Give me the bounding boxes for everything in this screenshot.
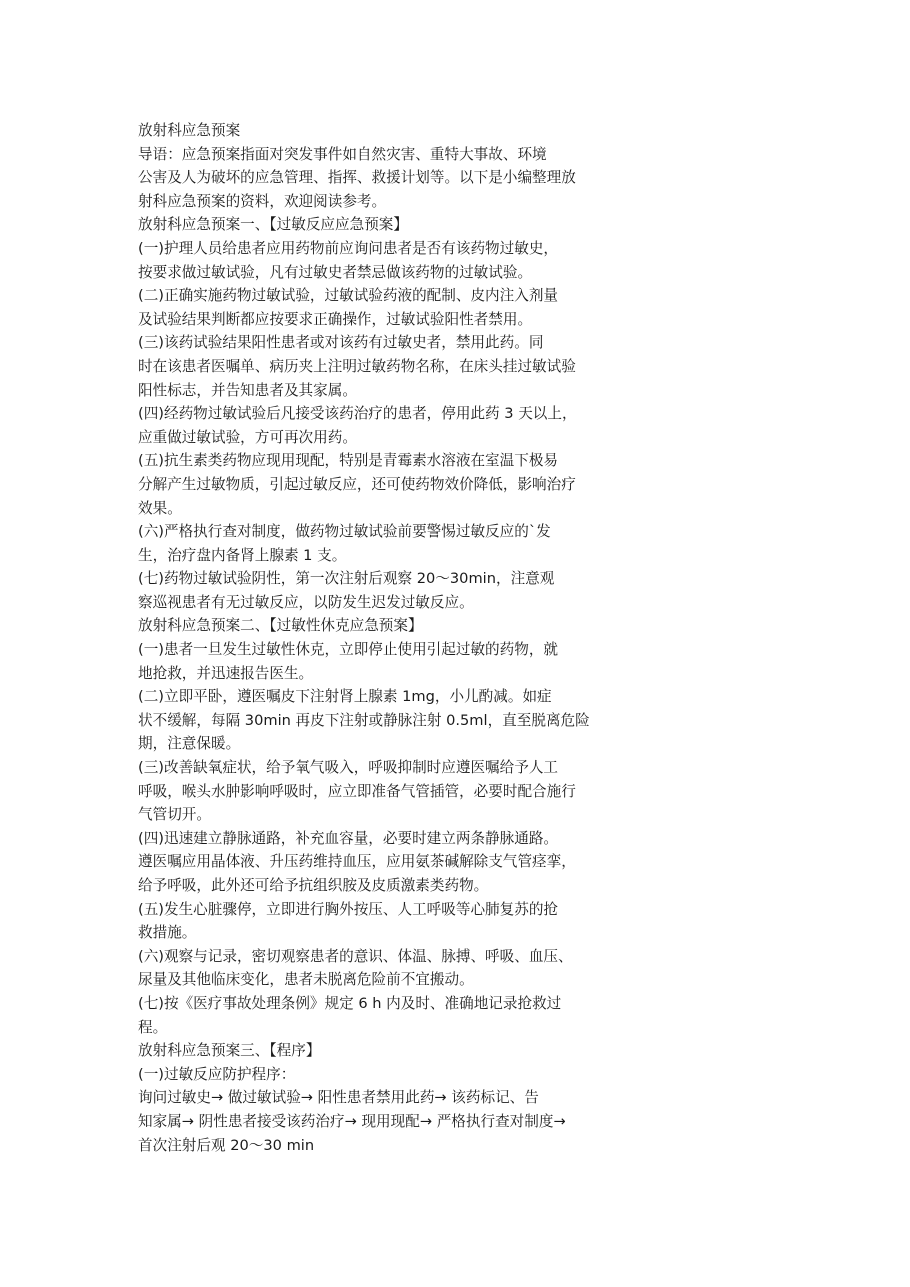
text-line: 知家属→ 阴性患者接受该药治疗→ 现用现配→ 严格执行查对制度→ [138,1112,566,1130]
document-body [138,119,638,1157]
text-line: (一)过敏反应防护程序： [138,1065,296,1083]
text-line: 遵医嘱应用晶体液、升压药维持血压，应用氨茶碱解除支气管痉挛， [138,853,576,871]
text-line: 询问过敏史→ 做过敏试验→ 阳性患者禁用此药→ 该药标记、告 [138,1089,539,1107]
text-line: 首次注射后观 20～30 min [138,1136,315,1154]
text-line: (三)改善缺氧症状，给予氧气吸入，呼吸抑制时应遵医嘱给予人工 [138,759,559,777]
text-line: (一)护理人员给患者应用药物前应询问患者是否有该药物过敏史， [138,239,559,257]
text-line: 程。 [138,1018,168,1036]
text-line: 分解产生过敏物质，引起过敏反应，还可使药物效价降低，影响治疗 [138,475,576,493]
text-line: (二)正确实施药物过敏试验，过敏试验药液的配制、皮内注入剂量 [138,287,559,305]
text-line: 射科应急预案的资料，欢迎阅读参考。 [138,192,387,210]
text-line: 应重做过敏试验，方可再次用药。 [138,428,357,446]
text-line: 状不缓解，每隔 30min 再皮下注射或静脉注射 0.5ml，直至脱离危险 [138,711,590,729]
text-line: 效果。 [138,499,182,517]
text-line: (四)经药物过敏试验后凡接受该药治疗的患者，停用此药 3 天以上， [138,405,577,423]
text-line: 放射科应急预案三、【程序】 [138,1042,321,1060]
text-line: 放射科应急预案二、【过敏性休克应急预案】 [138,617,423,635]
text-line: 阳性标志，并告知患者及其家属。 [138,381,357,399]
text-line: (二)立即平卧，遵医嘱皮下注射肾上腺素 1mg，小儿酌减。如症 [138,688,552,706]
text-line: (一)患者一旦发生过敏性休克，立即停止使用引起过敏的药物，就 [138,641,559,659]
text-line: (五)抗生素类药物应现用现配，特别是青霉素水溶液在室温下极易 [138,452,559,470]
text-line: 公害及人为破坏的应急管理、指挥、救援计划等。以下是小编整理放 [138,169,576,187]
text-line: 呼吸，喉头水肿影响呼吸时，应立即准备气管插管，必要时配合施行 [138,782,576,800]
text-line: 期，注意保暖。 [138,735,241,753]
text-line: 救措施。 [138,924,197,942]
text-line: (四)迅速建立静脉通路，补充血容量，必要时建立两条静脉通路。 [138,829,559,847]
text-line: (七)按《医疗事故处理条例》规定 6 h 内及时、准确地记录抢救过 [138,994,562,1012]
document-title: 放射科应急预案 [138,122,241,139]
text-line: (七)药物过敏试验阴性，第一次注射后观察 20～30min，注意观 [138,570,555,588]
text-line: 地抢救，并迅速报告医生。 [138,664,314,682]
text-line: 按要求做过敏试验，凡有过敏史者禁忌做该药物的过敏试验。 [138,263,533,281]
text-line: (六)严格执行查对制度，做药物过敏试验前要警惕过敏反应的`发 [138,523,551,541]
text-line: 放射科应急预案一、【过敏反应应急预案】 [138,216,408,234]
text-line: 尿量及其他临床变化，患者未脱离危险前不宜搬动。 [138,971,474,989]
text-line: 导语：应急预案指面对突发事件如自然灾害、重特大事故、环境 [138,145,547,163]
text-line: 生，治疗盘内备肾上腺素 1 支。 [138,546,347,564]
text-line: (三)该药试验结果阳性患者或对该药有过敏史者，禁用此药。同 [138,334,544,352]
text-line: 察巡视患者有无过敏反应，以防发生迟发过敏反应。 [138,593,474,611]
text-line: 及试验结果判断都应按要求正确操作，过敏试验阳性者禁用。 [138,310,533,328]
text-line: (五)发生心脏骤停，立即进行胸外按压、人工呼吸等心肺复苏的抢 [138,900,559,918]
text-line: 时在该患者医嘱单、病历夹上注明过敏药物名称，在床头挂过敏试验 [138,357,576,375]
text-line: 气管切开。 [138,806,211,824]
text-line: 给予呼吸，此外还可给予抗组织胺及皮质激素类药物。 [138,877,489,894]
text-line: (六)观察与记录，密切观察患者的意识、体温、脉搏、呼吸、血压、 [138,947,573,965]
